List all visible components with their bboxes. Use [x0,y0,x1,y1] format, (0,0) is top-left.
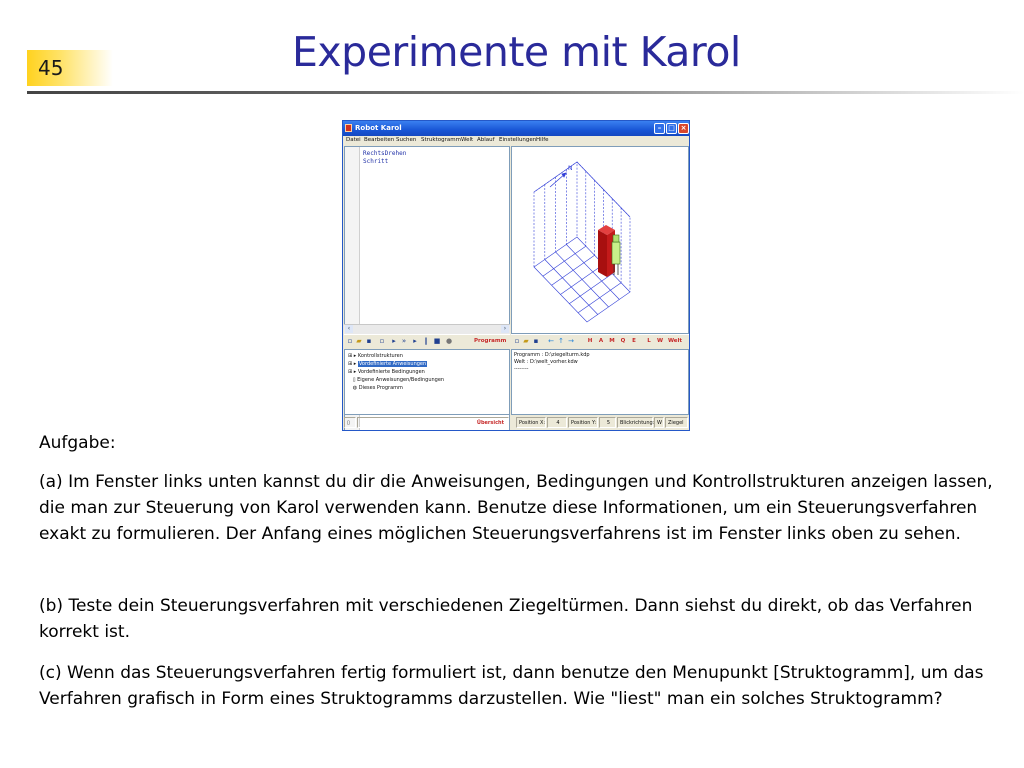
step-forward-icon[interactable]: ↑ [558,337,564,345]
compass-label: N [568,165,573,172]
key-m[interactable]: M [609,338,615,344]
task-a [39,469,999,547]
task-b-text: (b) Teste dein Steuerungsverfahren mit verschiedenen Ziegeltürmen. Dann siehst du direkt, ob das Verfahren korrekt ist. [39,596,973,642]
robot-karol-window [342,120,690,431]
world-view [511,146,689,334]
task-a-text: (a) Im Fenster links unten kannst du dir die Anweisungen, Bedingungen und Kontrollstrukturen anzeigen lassen, die man zur Steuerung von Karol verwenden kann. Benutze diese Informationen, um ein Steuerungsverfahren exakt zu formulieren. Der Anfang eines möglichen Steuerungsverfahrens ist im Fenster links oben zu sehen. [39,472,993,544]
task-heading: Aufgabe: [39,433,116,453]
turn-left-icon[interactable]: ← [548,337,554,345]
menu-suchen[interactable]: Suchen [396,137,417,143]
tree-item[interactable]: ◍ Dieses Programm [348,385,403,391]
task-b [39,593,999,645]
menu-hilfe[interactable]: Hilfe [536,137,549,143]
pos-y-label: Position Y: [568,417,598,428]
key-e[interactable]: E [632,338,636,344]
key-w[interactable]: W [656,338,664,344]
turn-right-icon[interactable]: → [568,337,574,345]
tree-item[interactable]: ⊞ ▸ Vordefinierte Bedingungen [348,369,425,375]
output-line: Programm : D:\ziegelturm.kdp [514,352,590,358]
fast-forward-icon[interactable]: » [401,337,407,345]
output-line: Welt : D:\welt_vorher.kdw [514,359,578,365]
open-folder-icon[interactable]: ▰ [356,337,362,345]
window-title: Robot Karol [355,124,402,132]
pause-icon[interactable]: ‖ [424,337,428,345]
menu-ablauf[interactable]: Ablauf [477,137,495,143]
status-bar [344,417,688,430]
menu-welt[interactable]: Welt [461,137,474,143]
editor-hscrollbar[interactable] [344,324,510,334]
instruction-tree [344,349,510,415]
window-titlebar [343,121,689,136]
world-3d-grid [512,147,688,333]
slide-title: Experimente mit Karol [292,28,741,76]
karol-app-icon [345,124,352,132]
check-icon[interactable]: ▫ [379,337,385,345]
key-h[interactable]: H [587,338,593,344]
program-toolbar [344,334,510,350]
output-pane [511,349,689,415]
menu-datei[interactable]: Datei [346,137,361,143]
tree-item[interactable]: ⊞ ▸ Vordefinierte Anweisungen [348,361,427,367]
open-world-icon[interactable]: ▰ [523,337,529,345]
new-file-icon[interactable]: ▫ [347,337,353,345]
tree-item[interactable]: ⊞ ▸ Kontrollstrukturen [348,353,403,359]
program-toolbar-label[interactable]: Programm [474,338,507,344]
tree-item[interactable]: ▯ Eigene Anweisungen/Bedingungen [348,377,445,383]
play-icon[interactable]: ▸ [392,337,396,345]
scroll-left-icon[interactable]: ‹ [345,325,353,333]
doc-icon: ▯ [344,417,356,428]
key-a[interactable]: A [598,338,604,344]
scroll-right-icon[interactable]: › [501,325,509,333]
menubar [343,136,689,146]
settings-icon[interactable]: ● [445,337,453,345]
world-toolbar [511,334,689,350]
pos-y-value: 5 [599,417,616,428]
maximize-icon[interactable]: □ [666,123,677,134]
menu-bearbeiten[interactable]: Bearbeiten [364,137,395,143]
task-c [39,660,999,712]
code-text [363,150,406,166]
save-icon[interactable]: ▪ [366,337,372,345]
key-q[interactable]: Q [620,338,626,344]
code-line: RechtsDrehen [363,150,407,157]
pos-x-label: Position X: [516,417,546,428]
overview-button[interactable]: Übersicht [357,417,509,428]
output-line: -------- [514,366,529,372]
close-icon[interactable]: × [678,123,689,134]
menu-einstellungen[interactable]: Einstellungen [499,137,537,143]
stop-icon[interactable]: ■ [433,337,441,345]
slide-number-text: 45 [38,56,64,80]
key-l[interactable]: L [647,338,651,344]
new-world-icon[interactable]: ▫ [514,337,520,345]
slide-number [27,50,113,86]
menu-struktogramm[interactable]: Struktogramm [421,137,461,143]
save-world-icon[interactable]: ▪ [533,337,539,345]
bricks-label: Ziegel [665,417,688,428]
world-toolbar-label[interactable]: Welt [667,338,683,344]
direction-label: Blickrichtung: [617,417,653,428]
direction-value: W [654,417,664,428]
step-icon[interactable]: ▸ [413,337,417,345]
pos-x-value: 4 [547,417,567,428]
code-line: Schritt [363,158,389,165]
task-c-text: (c) Wenn das Steuerungsverfahren fertig formuliert ist, dann benutze den Menupunkt [Struktogramm], um das Verfahren grafisch in Form eines Struktogramms darzustellen. Wie "liest" man ein solches Struktogramm? [39,663,984,709]
minimize-icon[interactable]: – [654,123,665,134]
title-rule [27,91,1024,94]
